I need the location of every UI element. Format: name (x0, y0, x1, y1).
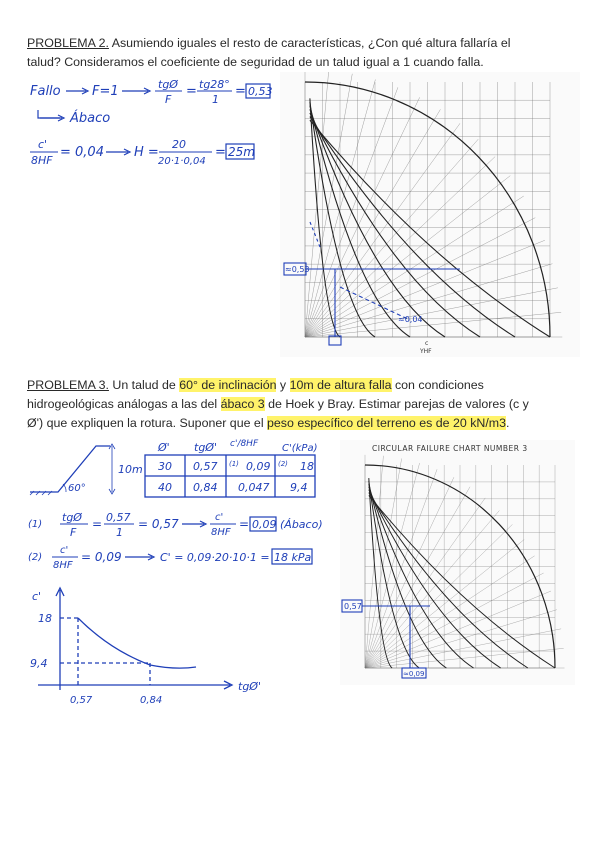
eq1-c-num: c' (215, 512, 224, 523)
th-phi: Ø' (158, 441, 170, 454)
problem2-line1: Asumiendo iguales el resto de características, ¿Con qué altura fallaría el (108, 36, 511, 50)
svg-text:=: = (92, 517, 103, 531)
slope-angle: 60° (68, 483, 86, 494)
hw-h-result: 25m (228, 145, 255, 159)
graph-y1: 18 (38, 612, 52, 625)
eq1-eq057: = 0,57 (138, 517, 179, 531)
th-tgphi: tgØ' (194, 441, 217, 454)
eq2-result: 18 kPa (274, 551, 312, 564)
td-r1c2: 0,57 (193, 460, 218, 473)
hl-abaco: ábaco 3 (220, 397, 265, 411)
eq2-c-num: c' (60, 545, 69, 556)
hw-eq-004: = 0,04 (60, 145, 104, 160)
graph-x2: 0,84 (140, 695, 163, 706)
td-r1-mark2: (2) (278, 460, 288, 468)
eq1-tg-num: tgØ (62, 511, 82, 524)
problem3-text: PROBLEMA 3. Un talud de 60° de inclinación y 10m de altura falla con condiciones hidrogeológicas análogas a las del ábaco 3 de Hoek y Bray. Estimar parejas de valores (c y Ø') que expliquen la rotura. Suponer que el peso específico del terreno es de 20 kN/m3. (27, 378, 529, 430)
svg-text:=: = (239, 517, 250, 531)
hw-fallo: Fallo (30, 84, 61, 99)
eq1-note: (Ábaco) (280, 518, 323, 531)
hw-f-eq: F=1 (92, 84, 119, 99)
hw-abaco: Ábaco (70, 111, 111, 126)
abacus3-tan-label: 0,57 (344, 602, 362, 611)
td-r2c4: 9,4 (290, 481, 308, 494)
hl-inclination: 60° de inclinación (179, 378, 277, 392)
td-r2c3: 0,047 (238, 481, 270, 494)
abacus1-tan-label: ≈0,53 (285, 265, 310, 274)
eq1-label: (1) (28, 519, 43, 530)
abacus1-x-label: ≈0,04 (398, 315, 423, 324)
hw-tg28-num: tg28° (199, 78, 230, 91)
td-r1c3: 0,09 (246, 460, 271, 473)
abacus1-yhf: YHF (420, 348, 432, 355)
hw-c-den: 8HF (31, 154, 53, 167)
graph-y2: 9,4 (30, 657, 48, 670)
problem3-heading: PROBLEMA 3. (27, 378, 109, 392)
eq2-eq009: = 0,09 (81, 550, 122, 564)
graph-x1: 0,57 (70, 695, 93, 706)
td-r2c1: 40 (158, 481, 172, 494)
abacus1-c-label: c (425, 340, 429, 347)
problem2-line2: talud? Consideramos el coeficiente de seguridad de un talud igual a 1 cuando falla. (27, 55, 484, 69)
svg-text:=: = (186, 84, 197, 99)
eq1-mid-num: 0,57 (106, 511, 131, 524)
eq1-c-den: 8HF (211, 527, 231, 538)
graph-y-axis: c' (32, 590, 42, 603)
th-ckpa: C'(kPa) (282, 443, 318, 454)
eq1-result: 0,09 (252, 518, 277, 531)
abacus3-title: CIRCULAR FAILURE CHART NUMBER 3 (372, 444, 528, 453)
hw-h-num: 20 (172, 138, 186, 151)
hw-c-num: c' (38, 138, 48, 151)
slope-height: 10m (118, 463, 143, 476)
hw-result-053: 0,53 (248, 85, 273, 98)
hl-height: 10m de altura falla (289, 378, 392, 392)
svg-text:=: = (235, 84, 246, 99)
svg-text:=: = (215, 145, 226, 160)
eq2-c-den: 8HF (53, 560, 73, 571)
td-r2c2: 0,84 (193, 481, 218, 494)
th-c8hf: c'/8HF (230, 439, 259, 449)
problem2-heading: PROBLEMA 2. (27, 36, 109, 50)
td-r1c4: 18 (300, 460, 314, 473)
td-r1-mark1: (1) (229, 460, 239, 468)
eq1-tg-den: F (70, 526, 77, 539)
td-r1c1: 30 (158, 460, 172, 473)
abacus-chart-3 (340, 440, 575, 685)
hw-h-eq: H = (134, 145, 159, 160)
hw-tg-num: tgØ (158, 78, 178, 91)
eq2-label: (2) (28, 552, 43, 563)
eq2-c-expr: C' = 0,09·20·10·1 = (160, 551, 270, 564)
eq1-mid-den: 1 (116, 526, 123, 539)
graph-x-axis: tgØ' (238, 680, 261, 693)
hw-tg28-den: 1 (212, 93, 219, 106)
hw-tg-den: F (165, 93, 172, 106)
hw-h-den: 20·1·0,04 (158, 156, 206, 167)
hl-peso: peso específico del terreno es de 20 kN/m3 (267, 416, 507, 430)
abacus3-x-label: ≈0,09 (403, 670, 425, 678)
